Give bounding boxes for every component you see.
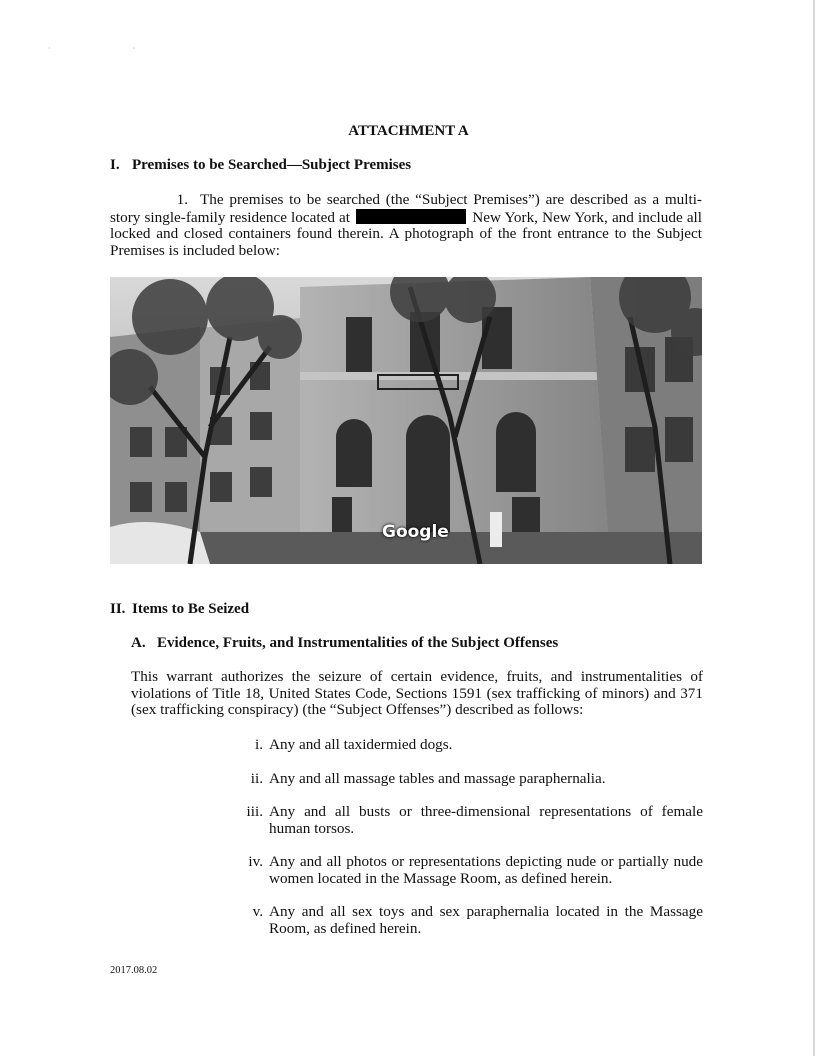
section-2-heading xyxy=(110,601,249,618)
paragraph-number: 1. xyxy=(176,191,188,208)
section-2-title: Items to Be Seized xyxy=(132,601,250,617)
list-item-text: Any and all photos or representations depicting nude or partially nude women located in the Massage Room, as defined herein. xyxy=(269,853,703,887)
subsection-a-heading xyxy=(131,635,558,652)
page-title: ATTACHMENT A xyxy=(348,123,469,139)
subsection-a-title: Evidence, Fruits, and Instrumentalities of the Subject Offenses xyxy=(157,635,559,651)
list-item-text: Any and all massage tables and massage paraphernalia. xyxy=(269,770,606,787)
list-item-text: Any and all sex toys and sex paraphernalia located in the Massage Room, as defined herein. xyxy=(269,903,703,937)
address-redaction xyxy=(356,209,466,224)
section-1-title: Premises to be Searched—Subject Premises xyxy=(132,157,412,173)
list-item-number: i. xyxy=(254,736,263,753)
building-facade-image xyxy=(110,277,702,564)
paragraph-text-part2: New York, New York, and include all locked and closed containers found therein. A photograph of the front entrance to the Subject Premises is included below: xyxy=(110,208,702,259)
premises-photograph xyxy=(110,277,702,564)
document-date-code: 2017.08.02 xyxy=(110,965,158,976)
section-1-number: I. xyxy=(110,157,120,173)
scan-edge xyxy=(813,0,815,1056)
paragraph-text-part1: The premises to be searched (the “Subject Premises”) are described as a multi-story single-family residence located at xyxy=(110,191,702,226)
google-watermark: Google xyxy=(382,522,449,542)
scan-specks: · · xyxy=(48,44,176,53)
seizure-intro-paragraph: This warrant authorizes the seizure of certain evidence, fruits, and instrumentalities of violations of Title 18, United States Code, Sections 1591 (sex trafficking of minors) and 371 (sex trafficking conspiracy) (the “Subject Offenses”) described as follows: xyxy=(131,668,703,718)
subsection-a-letter: A. xyxy=(131,635,146,651)
list-item-number: iv. xyxy=(248,853,263,870)
section-1-heading xyxy=(110,157,411,174)
list-item-text: Any and all busts or three-dimensional representations of female human torsos. xyxy=(269,803,703,837)
section-2-number: II. xyxy=(110,601,126,617)
list-item-number: v. xyxy=(252,903,263,920)
section-1-paragraph xyxy=(110,192,702,259)
list-item-number: iii. xyxy=(246,803,263,820)
list-item-text: Any and all taxidermied dogs. xyxy=(269,736,453,753)
list-item-number: ii. xyxy=(250,770,263,787)
